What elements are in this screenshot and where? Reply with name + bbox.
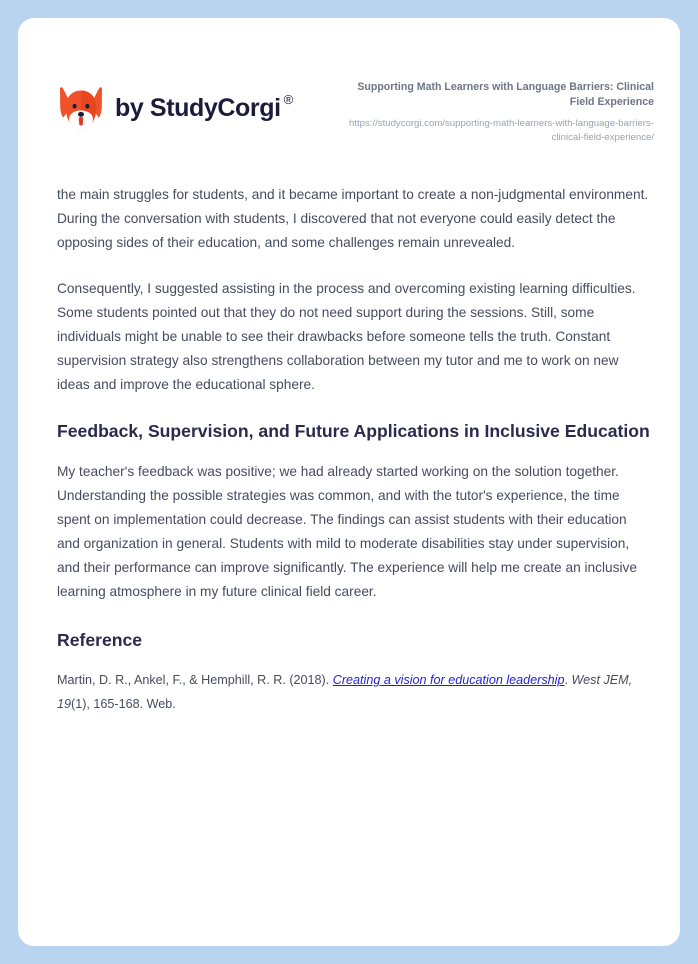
reference-heading: Reference <box>57 630 143 650</box>
document-title: Supporting Math Learners with Language Barriers: Clinical Field Experience <box>357 81 654 109</box>
citation-after-link: . <box>564 673 572 687</box>
section-heading: Feedback, Supervision, and Future Applications in Inclusive Education <box>57 421 650 441</box>
citation-tail: (1), 165-168. Web. <box>71 697 176 711</box>
registered-trademark-icon: ® <box>283 91 293 107</box>
paragraph-2: Consequently, I suggested assisting in the process and overcoming existing learning difficulties. Some students pointed out that they do not need support during the sessions. Still, some individuals might be unable to see their drawbacks before someone tells the truth. Constant supervision strategy also strengthens collaboration between my tutor and me to work on new ideas and improve the educational sphere. <box>57 281 636 392</box>
citation-journal: West JEM, 19 <box>57 673 633 711</box>
brand-logo-block <box>58 64 293 132</box>
reference-citation <box>57 668 653 716</box>
document-header <box>58 64 654 144</box>
brand-wordmark-text: by StudyCorgi <box>115 93 281 122</box>
document-source-url: https://studycorgi.com/supporting-math-learners-with-language-barriers-clinical-field-experience/ <box>349 118 654 143</box>
header-meta <box>334 64 654 144</box>
document-body <box>57 183 653 716</box>
citation-authors-year: Martin, D. R., Ankel, F., & Hemphill, R. R. (2018). <box>57 673 333 687</box>
paragraph-1: the main struggles for students, and it became important to create a non-judgmental environment. During the conversation with students, I discovered that not everyone could easily detect the opposing sides of their education, and some challenges remain unrevealed. <box>57 187 649 250</box>
brand-wordmark <box>115 91 293 122</box>
document-page <box>18 18 680 946</box>
paragraph-3: My teacher's feedback was positive; we had already started working on the solution together. Understanding the possible strategies was common, and with the tutor's experience, the time spent on implementation could decrease. The findings can assist students with their education and organization in general. Students with mild to moderate disabilities stay under supervision, and their performance can improve significantly. The experience will help me create an inclusive learning atmosphere in my future clinical field career. <box>57 464 637 599</box>
citation-link[interactable]: Creating a vision for education leadership <box>332 673 565 687</box>
corgi-face-icon <box>58 84 104 132</box>
